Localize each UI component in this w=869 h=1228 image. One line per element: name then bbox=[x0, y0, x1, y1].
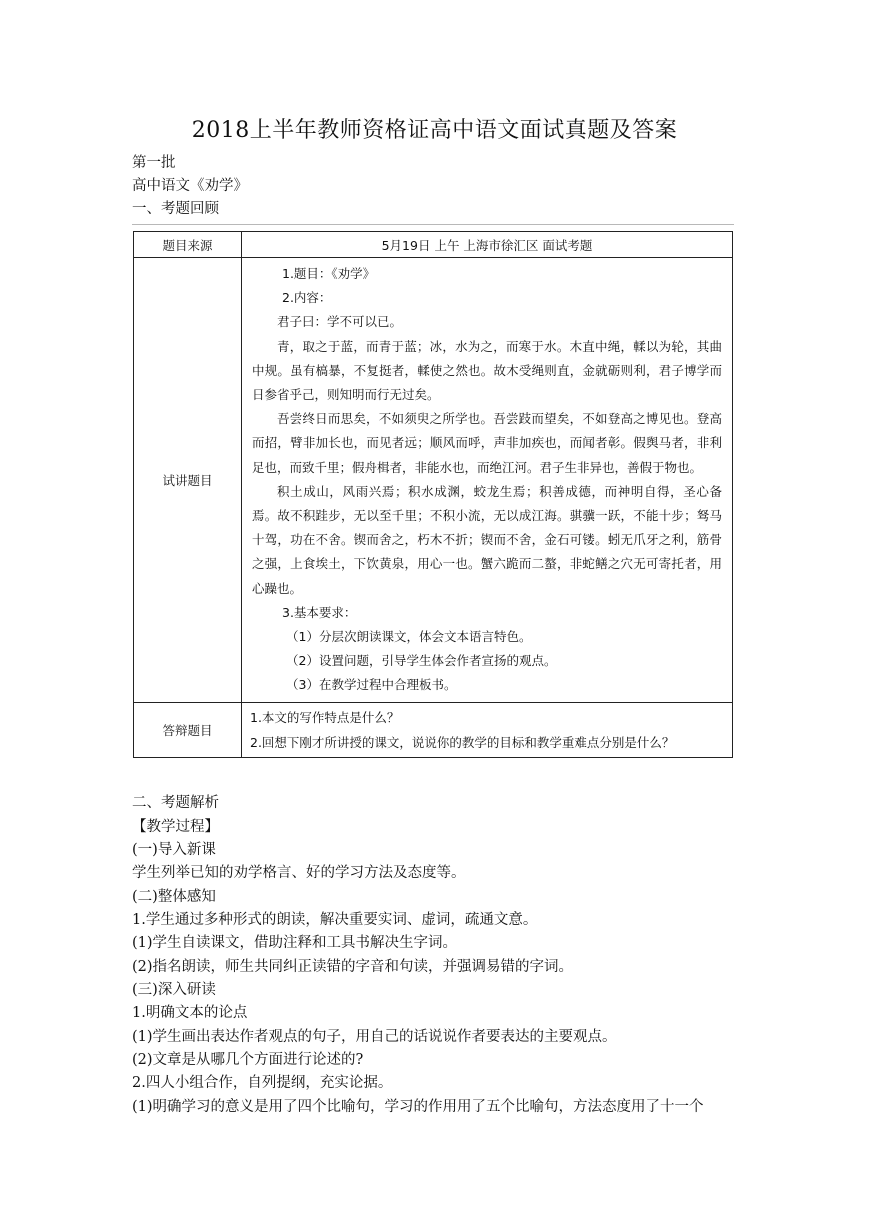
passage-paragraph: 吾尝终日而思矣，不如须臾之所学也。吾尝跂而望矣，不如登高之博见也。登高而招，臂非加长也，而见者远；顺风而呼，声非加疾也，而闻者彰。假舆马者，非利足也，而致千里；假舟楫者，非能水也，而绝江河。君子生非异也，善假于物也。 bbox=[252, 411, 722, 475]
defense-label: 答辩题目 bbox=[134, 702, 242, 757]
defense-question: 2.回想下刚才所讲授的课文，说说你的教学的目标和教学重难点分别是什么？ bbox=[250, 734, 675, 750]
topic-title: 1.题目：《劝学》 bbox=[282, 266, 376, 281]
topic-content bbox=[242, 258, 733, 703]
table-row bbox=[134, 702, 733, 757]
passage-paragraph: 积土成山，风雨兴焉；积水成渊，蛟龙生焉；积善成德，而神明自得，圣心备焉。故不积跬步，无以至千里；不积小流，无以成江海。骐骥一跃，不能十步；驽马十驾，功在不舍。锲而舍之，朽木不折；锲而不舍，金石可镂。蚓无爪牙之利，筋骨之强，上食埃土，下饮黄泉，用心一也。蟹六跪而二螯，非蛇鳝之穴无可寄托者，用心躁也。 bbox=[252, 483, 722, 596]
source-value: 5月19日 上午 上海市徐汇区 面试考题 bbox=[242, 232, 733, 258]
analysis-line: 1.学生通过多种形式的朗读，解决重要实词、虚词，疏通文意。 bbox=[132, 912, 538, 928]
exam-table bbox=[133, 231, 733, 758]
requirement-item: （3）在教学过程中合理板书。 bbox=[286, 677, 457, 693]
analysis-line: 1.明确文本的论点 bbox=[132, 1005, 248, 1021]
analysis-line: (1)学生自读课文，借助注释和工具书解决生字词。 bbox=[132, 935, 458, 951]
document-title: 2018上半年教师资格证高中语文面试真题及答案 bbox=[191, 118, 678, 143]
source-label: 题目来源 bbox=[134, 232, 242, 258]
passage-paragraph: 青，取之于蓝，而青于蓝；冰，水为之，而寒于水。木直中绳，輮以为轮，其曲中规。虽有槁暴，不复挺者，輮使之然也。故木受绳则直，金就砺则利，君子博学而日参省乎己，则知明而行无过矣。 bbox=[252, 338, 722, 403]
requirement-item: （2）设置问题，引导学生体会作者宣扬的观点。 bbox=[286, 653, 557, 669]
defense-content bbox=[242, 702, 733, 757]
table-row bbox=[134, 258, 733, 703]
analysis-line: (1)学生画出表达作者观点的句子，用自己的话说说作者要表达的主要观点。 bbox=[132, 1029, 617, 1045]
defense-question: 1.本文的写作特点是什么？ bbox=[250, 709, 400, 725]
divider bbox=[132, 224, 734, 225]
analysis-line: 2.四人小组合作，自列提纲，充实论据。 bbox=[132, 1075, 393, 1091]
analysis-line: (1)明确学习的意义是用了四个比喻句，学习的作用用了五个比喻句，方法态度用了十一个 bbox=[132, 1099, 704, 1115]
requirement-item: （1）分层次朗读课文，体会文本语言特色。 bbox=[286, 629, 532, 645]
analysis-line: (三)深入研读 bbox=[132, 982, 216, 998]
analysis-line: (二)整体感知 bbox=[132, 889, 216, 905]
analysis-line: (一)导入新课 bbox=[132, 842, 216, 858]
passage-paragraph: 君子曰：学不可以已。 bbox=[277, 314, 403, 330]
analysis-line: (2)文章是从哪几个方面进行论述的? bbox=[132, 1052, 364, 1068]
analysis-line: 【教学过程】 bbox=[132, 819, 219, 835]
section-heading-analysis: 二、考题解析 bbox=[132, 795, 219, 811]
batch-label: 第一批 bbox=[132, 155, 176, 171]
analysis-line: 学生列举已知的劝学格言、好的学习方法及态度等。 bbox=[132, 865, 466, 881]
topic-label: 试讲题目 bbox=[134, 258, 242, 703]
content-label: 2.内容： bbox=[282, 290, 332, 306]
analysis-line: (2)指名朗读，师生共同纠正读错的字音和句读，并强调易错的字词。 bbox=[132, 959, 574, 975]
requirements-label: 3.基本要求： bbox=[282, 604, 357, 620]
table-row bbox=[134, 232, 733, 258]
section-heading-review: 一、考题回顾 bbox=[132, 201, 219, 217]
subject-label: 高中语文《劝学》 bbox=[132, 178, 248, 194]
